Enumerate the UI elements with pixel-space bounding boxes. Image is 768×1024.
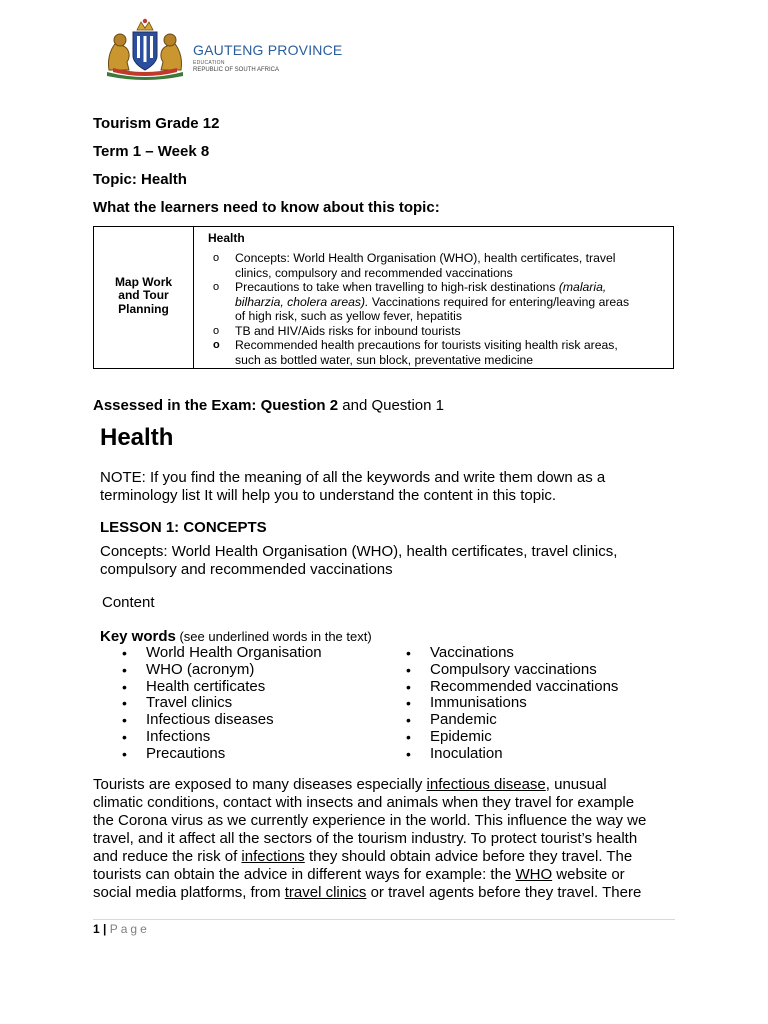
keyword-link: WHO: [515, 866, 553, 883]
keyword-item: • Recommended vaccinations: [406, 679, 618, 696]
note-text: NOTE: If you find the meaning of all the keywords and write them down as a terminology list It will help you to understand the content in this topic.: [100, 469, 606, 504]
keywords-right-list: [406, 645, 618, 763]
table-left-label: Map Work and Tour Planning: [114, 274, 173, 316]
paragraph-text: social media platforms, from: [93, 884, 285, 901]
keywords-left-list: [122, 645, 322, 763]
keyword-item: • Immunisations: [406, 695, 618, 712]
keyword-item: • World Health Organisation: [122, 645, 322, 662]
paragraph-text: or travel agents before they travel. There: [366, 884, 642, 901]
grade-heading: Tourism Grade 12: [93, 115, 220, 132]
table-list-item: [194, 280, 630, 324]
country-name: REPUBLIC OF SOUTH AFRICA: [193, 67, 280, 73]
keyword-item: • Health certificates: [122, 679, 322, 696]
table-item-italic: (malaria, bilharzia, cholera areas).: [235, 280, 607, 309]
province-name: GAUTENG PROVINCE: [193, 42, 343, 58]
keyword-item: • Pandemic: [406, 712, 618, 729]
page-label: Page: [109, 922, 150, 936]
paragraph-text: tourists can obtain the advice in different ways for example: the: [93, 866, 516, 883]
paragraph-line: [93, 884, 673, 902]
table-title: Health: [208, 231, 245, 245]
footer-divider: [93, 919, 675, 920]
keyword-item: • Inoculation: [406, 746, 618, 763]
assessed-label: Assessed in the Exam: Question 2: [93, 397, 339, 414]
table-item-text: Concepts: World Health Organisation (WHO), health certificates, travel clinics, compulsory and recommended vaccinations: [235, 251, 616, 280]
paragraph-line: [93, 776, 673, 794]
paragraph-line: the Corona virus as we currently experience in the world. This influence the way we: [93, 812, 647, 829]
keyword-link: infections: [241, 848, 305, 865]
keyword-item: • Travel clinics: [122, 695, 322, 712]
table-item-text: TB and HIV/Aids risks for inbound tourists: [235, 323, 461, 338]
table-item-text: Recommended health precautions for tourists visiting health risk areas, such as bottled water, sun block, preventative medicine: [235, 338, 618, 367]
keyword-item: • WHO (acronym): [122, 662, 322, 679]
footer-separator: |: [103, 922, 107, 936]
page-footer: [93, 922, 150, 936]
paragraph-line: climatic conditions, contact with insects and animals when they travel for example: [93, 794, 635, 811]
table-list: [194, 251, 630, 367]
keyword-item: • Precautions: [122, 746, 322, 763]
content-label: Content: [102, 594, 155, 611]
need-to-know-heading: What the learners need to know about this topic:: [93, 199, 440, 216]
keywords-title: Key words: [100, 628, 176, 645]
topic-heading: Topic: Health: [93, 171, 187, 188]
paragraph-text: they should obtain advice before they travel. The: [304, 848, 633, 865]
table-item-text: Precautions to take when travelling to high-risk destinations: [235, 280, 559, 294]
bullet-icon: o: [213, 324, 220, 337]
assessed-rest: and Question 1: [338, 397, 445, 414]
bullet-icon: o: [213, 252, 220, 264]
keyword-link: infectious disease: [426, 776, 546, 793]
paragraph-line: travel, and it affect all the sectors of the tourism industry. To protect tourist’s health: [93, 830, 638, 847]
keyword-link: travel clinics: [284, 884, 367, 901]
table-right-cell: [194, 227, 673, 368]
section-title: Health: [100, 424, 174, 451]
keyword-item: • Epidemic: [406, 729, 618, 746]
table-list-item: [194, 251, 630, 280]
lesson-heading: LESSON 1: CONCEPTS: [100, 519, 267, 536]
keyword-item: • Vaccinations: [406, 645, 618, 662]
table-list-item: [194, 338, 630, 367]
department-name: EDUCATION: [193, 60, 225, 66]
bullet-icon: o: [213, 281, 220, 293]
keyword-item: • Infections: [122, 729, 322, 746]
concepts-text: Concepts: World Health Organisation (WHO), health certificates, travel clinics, compulsory and recommended vaccinations: [100, 543, 618, 578]
keyword-item: • Infectious diseases: [122, 712, 322, 729]
keywords-note: (see underlined words in the text): [175, 629, 372, 644]
term-heading: Term 1 – Week 8: [93, 143, 210, 160]
gauteng-logo: [103, 18, 343, 82]
body-paragraph: [93, 776, 673, 902]
page-number: 1: [93, 922, 100, 936]
paragraph-text: and reduce the risk of: [93, 848, 242, 865]
table-item-text: Vaccinations required for entering/leaving areas of high risk, such as yellow fever, hepatitis: [235, 294, 630, 323]
paragraph-text: , unusual: [545, 776, 607, 793]
table-list-item: [194, 324, 630, 339]
topic-table: [93, 226, 674, 369]
coat-of-arms-icon: [103, 18, 187, 80]
paragraph-text: website or: [552, 866, 625, 883]
assessed-line: [93, 397, 444, 415]
paragraph-text: Tourists are exposed to many diseases especially: [93, 776, 427, 793]
paragraph-line: [93, 866, 673, 884]
paragraph-line: [93, 848, 673, 866]
keyword-item: • Compulsory vaccinations: [406, 662, 618, 679]
bullet-icon: o: [213, 339, 220, 351]
table-left-cell: [94, 227, 194, 368]
